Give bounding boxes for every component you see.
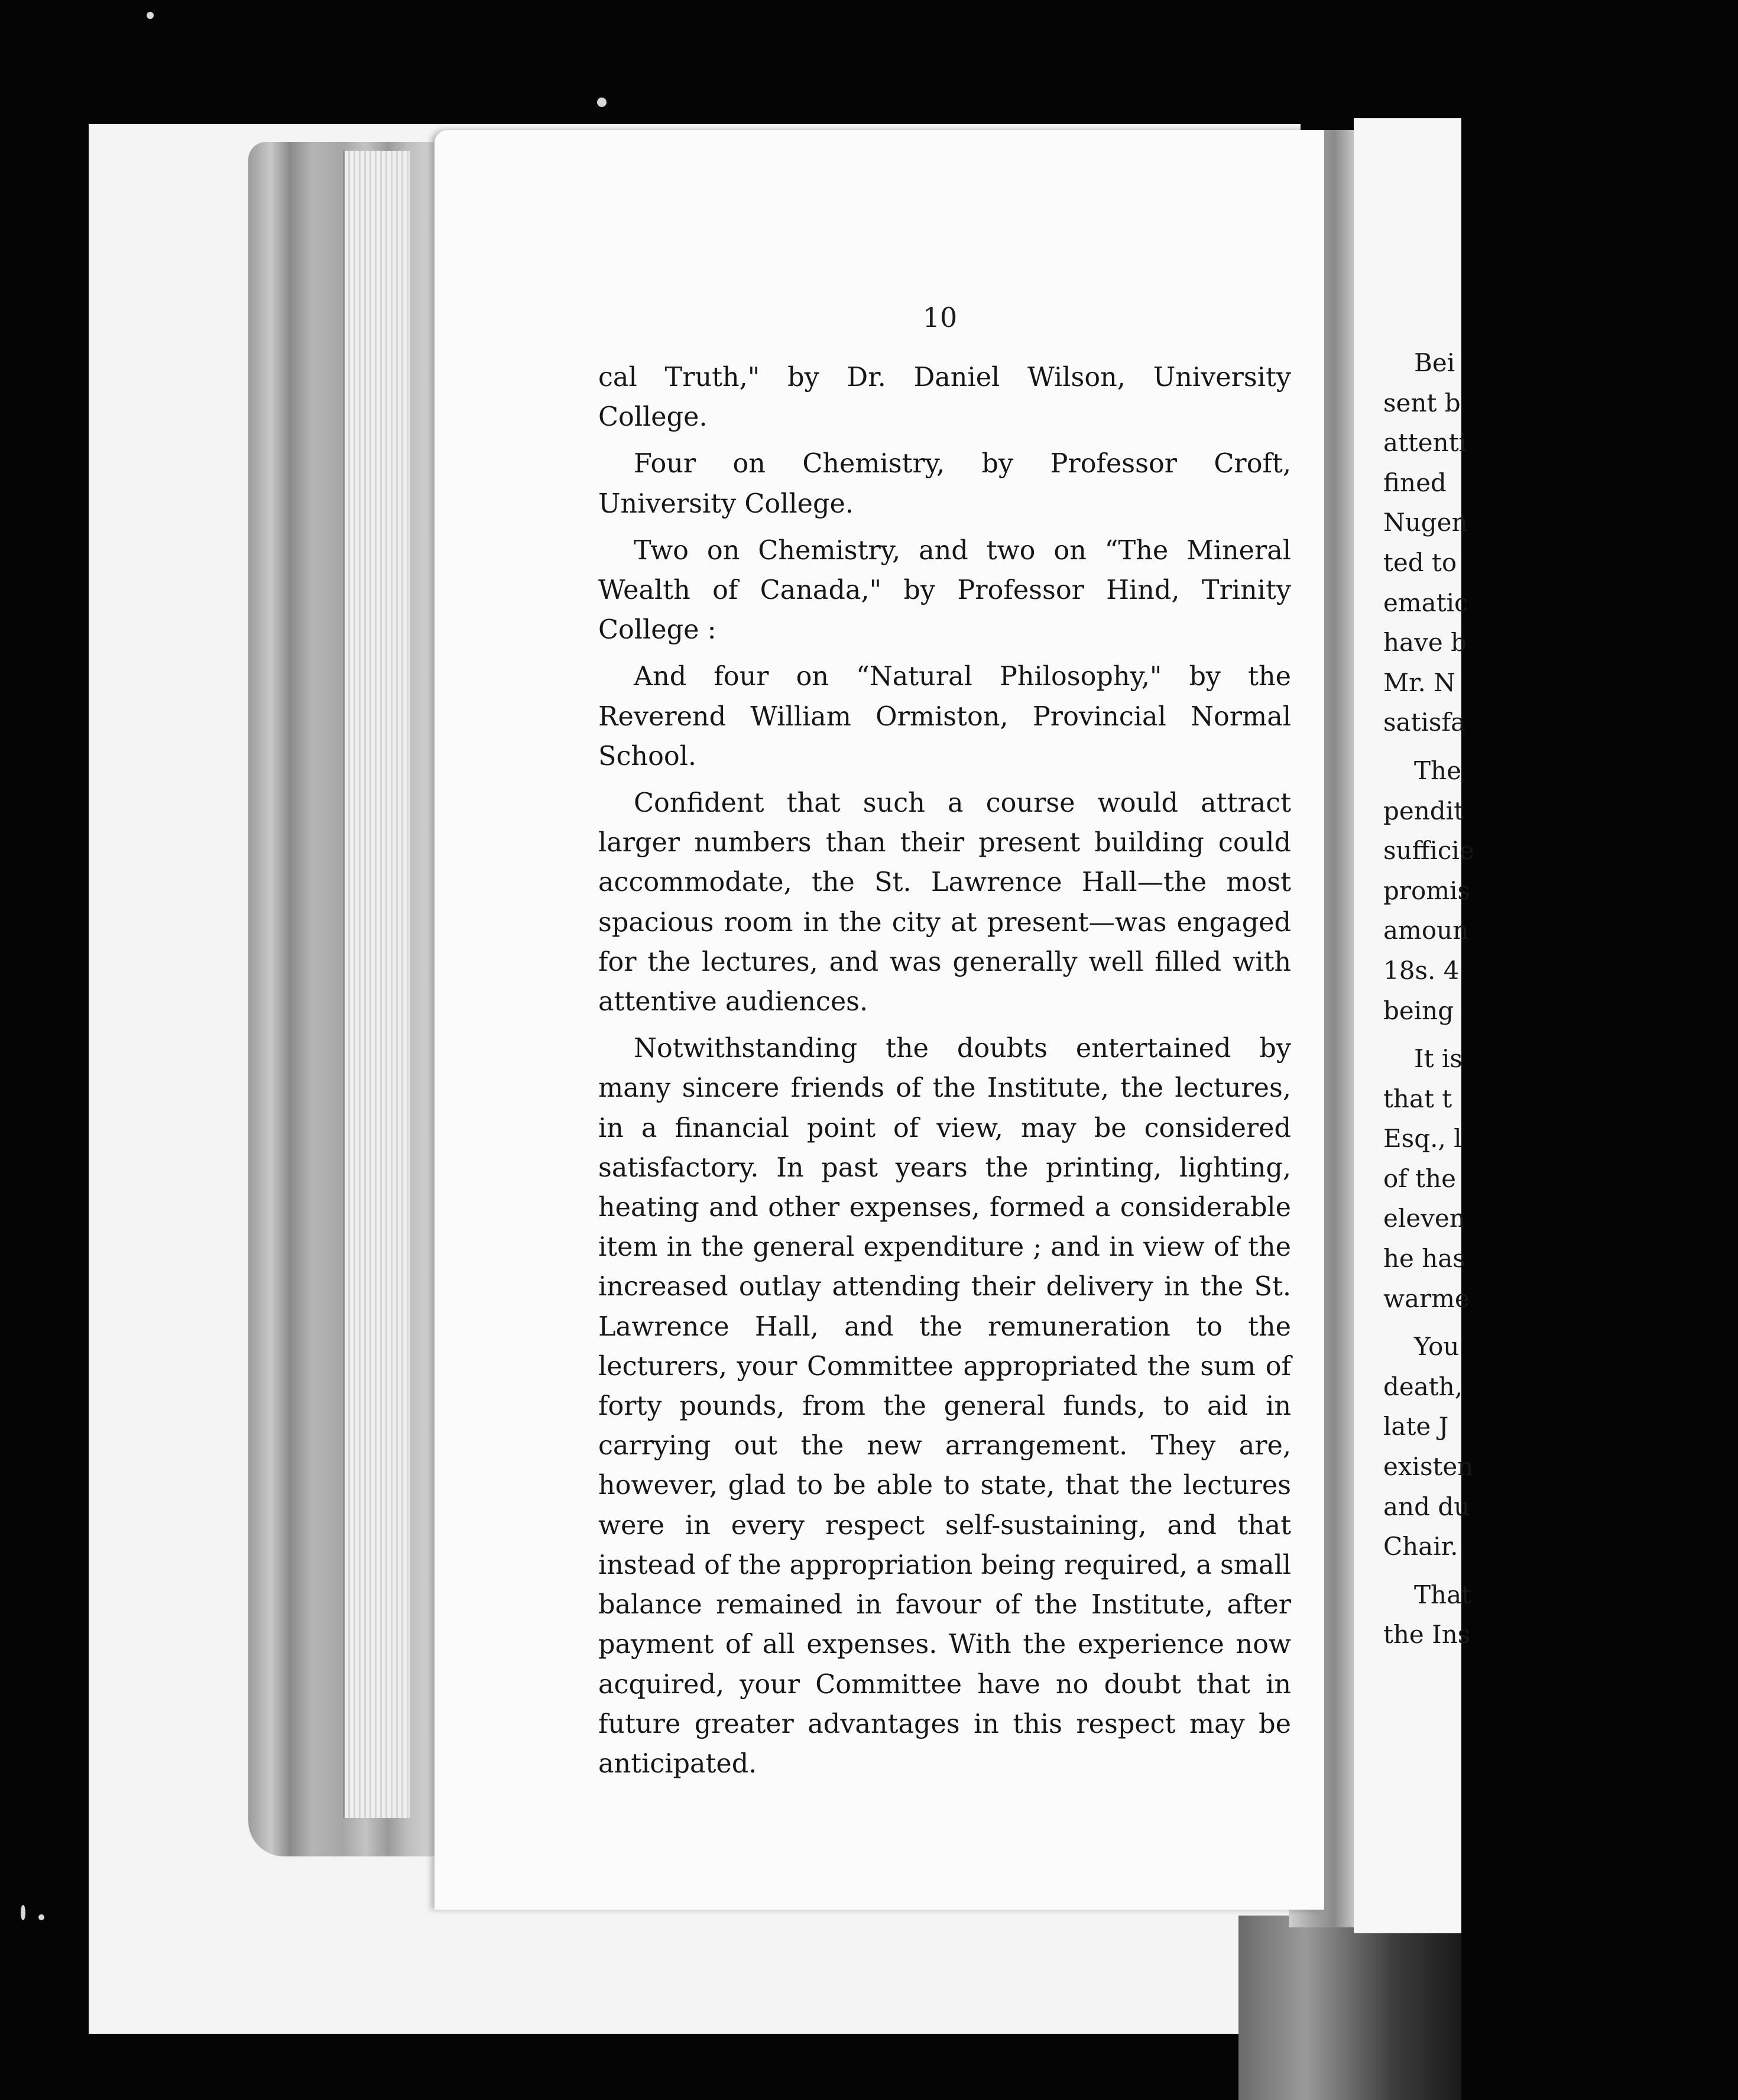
paragraph: Four on Chemistry, by Professor Croft, University College.	[598, 449, 1291, 519]
dust-speck	[147, 12, 154, 19]
right-page-line: Bei	[1414, 348, 1455, 377]
right-page-line: pendit	[1383, 796, 1464, 825]
page-stack-lines	[343, 151, 410, 1818]
paragraph: Two on Chemistry, and two on “The Mineral Wealth of Canada," by Professor Hind, Trinity College :	[598, 535, 1291, 646]
right-page-line: ematic	[1383, 588, 1468, 617]
right-page-text	[1383, 343, 1738, 1655]
page-number: 10	[922, 302, 958, 333]
dust-speck	[597, 98, 607, 107]
right-page-line: You	[1414, 1332, 1460, 1362]
right-page-line: It is	[1414, 1044, 1463, 1074]
right-page-line: he has	[1383, 1244, 1465, 1273]
right-page-line: That	[1414, 1580, 1471, 1609]
right-page-line: amoun	[1383, 916, 1469, 945]
right-page-line: death,	[1383, 1372, 1463, 1401]
right-page-line: sent b	[1383, 388, 1461, 417]
right-page-line: late J	[1383, 1412, 1449, 1441]
right-page-line: warme	[1383, 1284, 1470, 1313]
right-page-line: Esq., l	[1383, 1124, 1462, 1153]
right-page-line: promis	[1383, 876, 1471, 905]
right-page-line: eleven	[1383, 1204, 1465, 1233]
right-page-line: satisfa	[1383, 708, 1466, 737]
right-page-line: have b	[1383, 628, 1467, 657]
right-page-line: Mr. N	[1383, 667, 1455, 697]
paragraph: Confident that such a course would attract larger numbers than their present building could accommodate, the St. Lawrence Hall—the most spacious room in the city at present—was engaged for the lectures, and was generally well filled with attentive audiences.	[598, 788, 1291, 1017]
right-page-line: being	[1383, 996, 1454, 1025]
right-page-line: 18s. 4	[1383, 955, 1460, 985]
right-page-line: that t	[1383, 1084, 1452, 1113]
right-page-line: ted to	[1383, 547, 1457, 577]
right-page-line: fined	[1383, 468, 1447, 497]
paragraph: cal Truth," by Dr. Daniel Wilson, University College.	[598, 362, 1291, 433]
binding-shadow	[1238, 1916, 1461, 2100]
right-page-line: The	[1414, 756, 1461, 785]
right-page-line: the Ins	[1383, 1620, 1471, 1649]
paragraph: Notwithstanding the doubts entertained by many sincere friends of the Institute, the lectures, in a financial point of view, may be considered satisfactory. In past years the printing, lighting, heating and other expenses, formed a considerable item in the general expenditure ; and in view of the increased outlay attending their delivery in the St. Lawrence Hall, and the remuneration to the lecturers, your Committee appropriated the sum of forty pounds, from the general funds, to aid in carrying out the new arrangement. They are, however, glad to be able to state, that the lectures were in every respect self-sustaining, and that instead of the appropriation being required, a small balance remained in favour of the Institute, after payment of all expenses. With the experience now acquired, your Committee have no doubt that in future greater advantages in this respect may be anticipated.	[598, 1033, 1291, 1779]
right-page-line: of the	[1383, 1164, 1456, 1193]
right-page-line: existen	[1383, 1452, 1474, 1482]
right-page-line: sufficie	[1383, 836, 1474, 866]
right-page-cropped	[1354, 118, 1474, 1933]
right-page-line: and du	[1383, 1492, 1470, 1521]
right-page-line: Chair.	[1383, 1532, 1458, 1561]
paragraph: And four on “Natural Philosophy," by the Reverend William Ormiston, Provincial Normal School.	[598, 662, 1291, 772]
right-page-line: Nugen	[1383, 508, 1468, 537]
page-text	[598, 358, 1291, 1791]
dust-speck	[38, 1914, 44, 1920]
dust-speck	[21, 1905, 25, 1920]
right-page-line: attenti	[1383, 428, 1467, 458]
